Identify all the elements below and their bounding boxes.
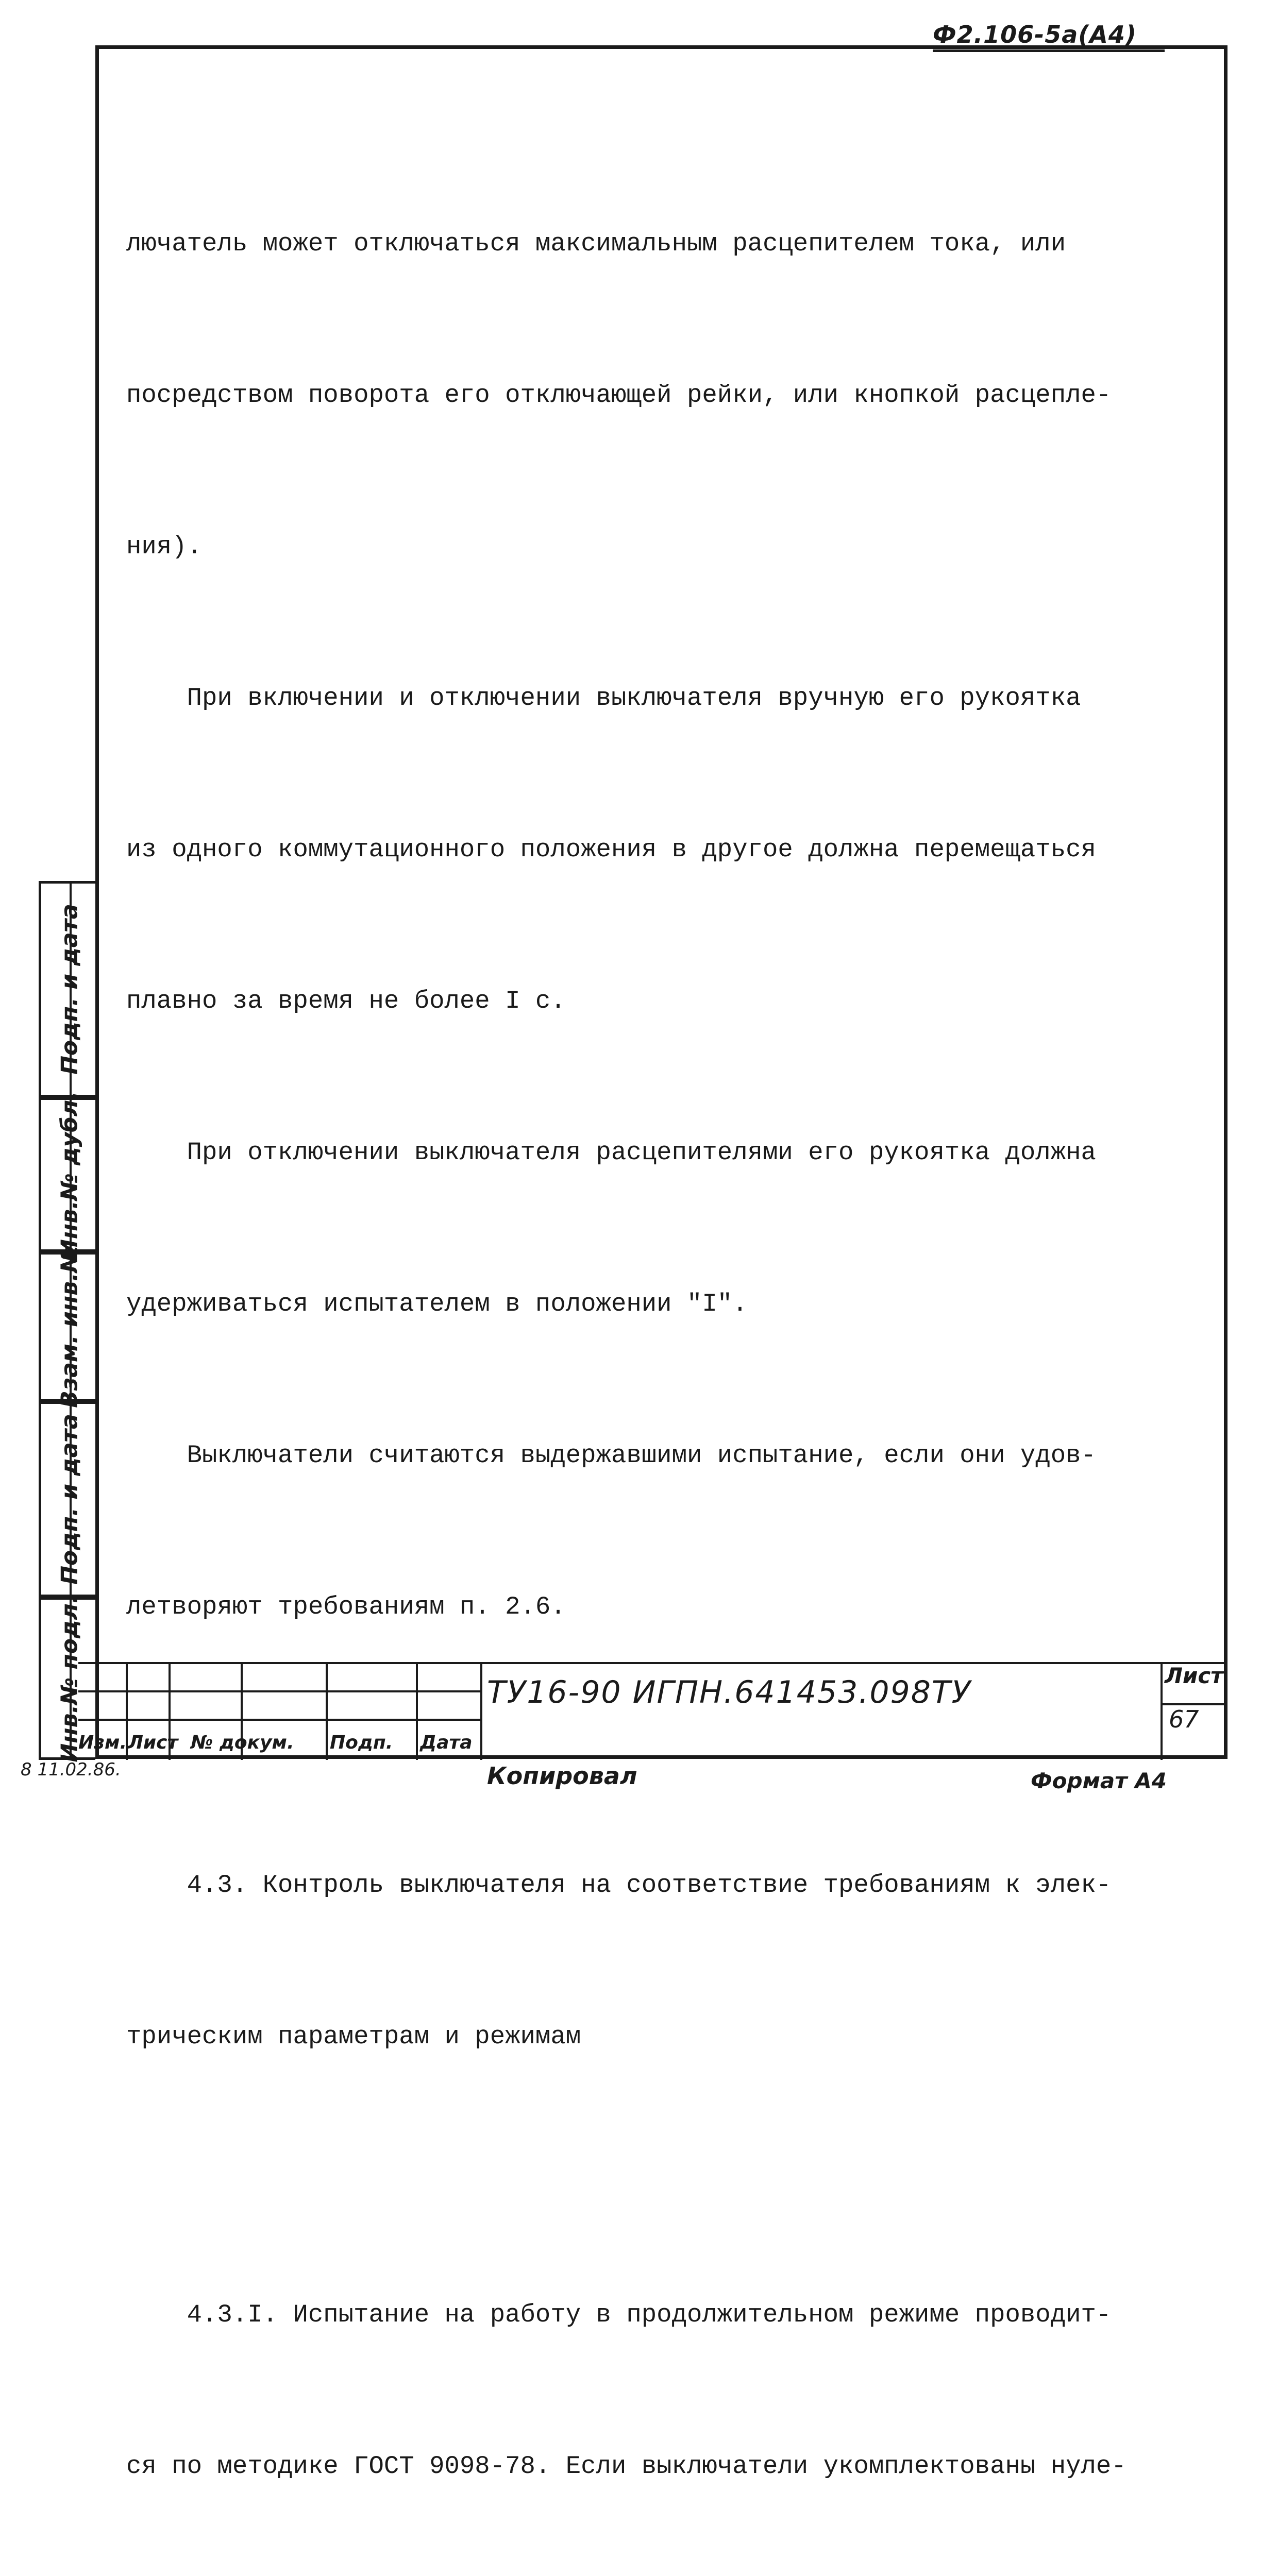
grid-line <box>326 1662 328 1760</box>
side-stamp-sign-date <box>39 881 95 1097</box>
text-line: лючатель может отключаться максимальным расцепителем тока, или <box>126 229 1066 258</box>
sheet-label: Лист <box>1165 1663 1223 1688</box>
grid-line <box>1161 1662 1163 1760</box>
text-line: 4.3.I. Испытание на работу в продолжительном режиме проводит- <box>126 2300 1112 2329</box>
text-line: Выключатели считаются выдержавшими испытание, если они удов- <box>126 1441 1096 1470</box>
handwritten-note: 8 11.02.86. <box>21 1759 121 1780</box>
text-line: удерживаться испытателем в положении "I". <box>126 1290 748 1318</box>
grid-line <box>416 1662 418 1760</box>
grid-line <box>480 1662 482 1760</box>
text-line: летворяют требованиям п. 2.6. <box>126 1592 566 1621</box>
format-label: Формат А4 <box>1031 1768 1167 1793</box>
stamp-label: Взам. инв.№ <box>56 1245 83 1408</box>
text-line: При включении и отключении выключателя вручную его рукоятка <box>126 684 1081 713</box>
grid-line <box>78 1719 480 1721</box>
sheet-number: 67 <box>1169 1705 1199 1733</box>
side-stamp-inv-swap <box>39 1245 95 1408</box>
col-date-label: Дата <box>420 1732 473 1753</box>
col-doc-no-label: № докум. <box>191 1732 294 1753</box>
section-heading: 4.3. Контроль выключателя на соответствие требованиям к элек- <box>126 1871 1112 1900</box>
text-line: из одного коммутационного положения в другое должна перемещаться <box>126 835 1096 864</box>
grid-line <box>78 1690 480 1692</box>
col-sign-label: Подп. <box>330 1732 393 1753</box>
stamp-label: Подп. и дата <box>56 1414 83 1585</box>
text-line: ся по методике ГОСТ 9098-78. Если выключатели укомплектованы нуле- <box>126 2452 1126 2481</box>
text-line: плавно за время не более I с. <box>126 987 566 1015</box>
side-stamp-sign-date-2 <box>39 1401 95 1597</box>
stamp-label: Инв.№ подл. <box>56 1595 83 1762</box>
col-change-label: Изм. <box>78 1732 127 1753</box>
copied-by-label: Копировал <box>487 1762 637 1790</box>
text-line: При отключении выключателя расцепителями его рукоятка должна <box>126 1138 1096 1167</box>
text-line: посредством поворота его отключающей рейки, или кнопкой расцепле- <box>126 381 1112 410</box>
grid-line <box>78 1662 1227 1664</box>
text-line: ния). <box>126 532 203 561</box>
stamp-label: Подп. и дата <box>56 904 83 1075</box>
paragraph-gap <box>126 2163 1226 2189</box>
document-code: ТУ16-90 ИГПН.641453.098ТУ <box>487 1674 972 1710</box>
form-code: Ф2.106-5а(А4) <box>933 20 1165 52</box>
col-sheet-label: Лист <box>128 1732 178 1753</box>
section-heading: трическим параметрам и режимам <box>126 2022 581 2051</box>
stamp-label: Инв.№ дубл. <box>56 1091 83 1258</box>
document-body <box>126 117 1226 2576</box>
side-stamp-dup-inv <box>39 1091 95 1258</box>
